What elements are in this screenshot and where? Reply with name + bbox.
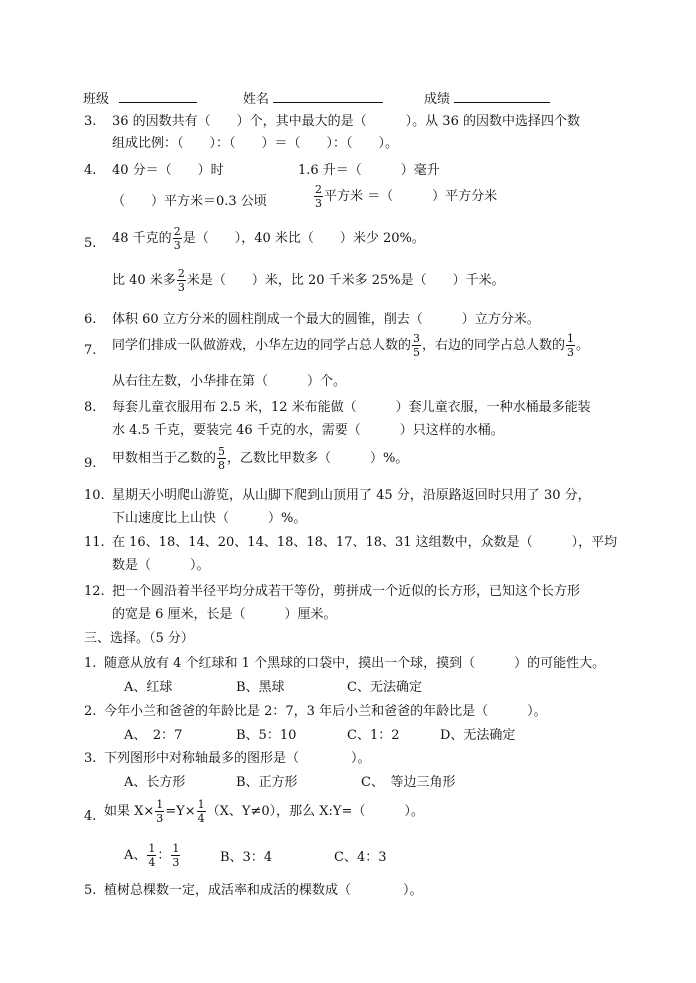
question-11-line-1: 在 16、18、14、20、14、18、18、17、18、31 这组数中，众数是（ ），平均 <box>112 535 618 550</box>
question-5-number: 5. <box>84 236 97 251</box>
question-4-number: 4. <box>84 163 97 178</box>
choice-4-option-c[interactable]: C、4：3 <box>334 850 387 865</box>
choice-1-option-c[interactable]: C、无法确定 <box>347 680 422 695</box>
question-7-line-2: 从右往左数，小华排在第（ ）个。 <box>112 374 347 389</box>
question-7-number: 7. <box>84 343 97 358</box>
score-field <box>424 90 550 106</box>
question-7-line-1-a: 同学们排成一队做游戏，小华左边的同学占总人数的 <box>112 338 412 353</box>
score-blank[interactable] <box>454 90 550 103</box>
question-7-line-1 <box>112 333 589 358</box>
question-5-line-1-a: 48 千克的 <box>112 231 172 246</box>
choice-4-question-b: =Y× <box>165 804 196 819</box>
choice-5-question: 植树总棵数一定，成活率和成活的棵数成（ ）。 <box>104 883 423 898</box>
choice-1-option-a[interactable]: A、红球 <box>124 680 173 695</box>
class-blank[interactable] <box>119 90 197 103</box>
section-3-title: 三、选择。（5 分） <box>84 631 194 646</box>
fraction: $\frac{1}{4}$ <box>197 798 205 825</box>
question-7-line-1-c: 。 <box>576 338 590 353</box>
name-field <box>243 90 383 106</box>
name-blank[interactable] <box>273 90 383 103</box>
question-11-number: 11. <box>84 535 105 550</box>
question-4-part-d <box>313 184 497 209</box>
question-4-part-b: 1.6 升＝（ ）毫升 <box>298 163 440 178</box>
fraction: $\frac{1}{3}$ <box>567 332 575 359</box>
choice-4-number: 4. <box>84 809 97 824</box>
choice-5-number: 5. <box>84 883 97 898</box>
question-9-line-1 <box>112 446 408 471</box>
choice-3-option-a[interactable]: A、长方形 <box>124 775 186 790</box>
choice-4-question-c: （X、Y≠0），那么 X:Y=（ ）。 <box>206 804 424 819</box>
choice-3-option-b[interactable]: B、正方形 <box>236 775 298 790</box>
choice-1-option-b[interactable]: B、黑球 <box>236 680 285 695</box>
fraction: $\frac{1}{3}$ <box>156 798 164 825</box>
question-5-line-2-b: 米是（ ）米，比 20 千米多 25%是（ ）千米。 <box>186 273 505 288</box>
choice-3-question: 下列图形中对称轴最多的图形是（ ）。 <box>104 751 371 766</box>
choice-3-number: 3. <box>84 751 97 766</box>
question-12-number: 12. <box>84 584 105 599</box>
choice-2-option-d[interactable]: D、无法确定 <box>440 728 516 743</box>
question-4-part-d-text: 平方米 ＝（ ）平方分米 <box>324 189 498 204</box>
fraction: $\frac{1}{4}$ <box>148 842 156 869</box>
question-9-line-1-a: 甲数相当于乙数的 <box>112 451 217 466</box>
question-5-line-1 <box>112 226 425 251</box>
choice-2-number: 2. <box>84 704 97 719</box>
choice-2-question: 今年小兰和爸爸的年龄比是 2：7，3 年后小兰和爸爸的年龄比是（ ）。 <box>104 704 547 719</box>
question-10-line-1: 星期天小明爬山游览，从山脚下爬到山顶用了 45 分，沿原路返回时只用了 30 分， <box>112 488 591 503</box>
fraction: $\frac{5}{8}$ <box>218 445 226 472</box>
fraction: $\frac{2}{3}$ <box>173 225 181 252</box>
fraction: $\frac{2}{3}$ <box>177 267 185 294</box>
choice-1-number: 1. <box>84 656 97 671</box>
question-8-line-1: 每套儿童衣服用布 2.5 米，12 米布能做（ ）套儿童衣服，一种水桶最多能装 <box>112 400 591 415</box>
choice-2-option-a[interactable]: A、 2：7 <box>124 728 183 743</box>
question-3-line-2: 组成比例：（ ）：（ ）＝（ ）：（ ）。 <box>112 136 399 151</box>
question-10-number: 10. <box>84 488 105 503</box>
name-label: 姓名 <box>243 92 270 107</box>
question-11-line-2: 数是（ ）。 <box>112 558 210 573</box>
question-12-line-2: 的宽是 6 厘米，长是（ ）厘米。 <box>112 607 337 622</box>
question-4-part-c: （ ）平方米＝0.3 公顷 <box>112 194 267 209</box>
question-4-part-a: 40 分＝（ ）时 <box>112 163 224 178</box>
question-5-line-2-a: 比 40 米多 <box>112 273 176 288</box>
question-6-number: 6. <box>84 312 97 327</box>
question-5-line-2 <box>112 268 505 293</box>
question-12-line-1: 把一个圆沿着半径平均分成若干等份，剪拼成一个近似的长方形，已知这个长方形 <box>112 584 581 599</box>
question-5-line-1-b: 是（ ），40 米比（ ）米少 20%。 <box>182 231 425 246</box>
choice-4-option-a[interactable] <box>124 843 181 868</box>
choice-1-question: 随意从放有 4 个红球和 1 个黑球的口袋中，摸出一个球，摸到（ ）的可能性大。 <box>104 656 606 671</box>
choice-2-option-b[interactable]: B、5：10 <box>236 728 297 743</box>
fraction: $\frac{2}{3}$ <box>315 183 322 210</box>
choice-4-option-b[interactable]: B、3：4 <box>220 850 273 865</box>
choice-4-question-a: 如果 X× <box>104 804 155 819</box>
question-9-number: 9. <box>84 456 97 471</box>
question-10-line-2: 下山速度比上山快（ ）%。 <box>112 511 307 526</box>
fraction: $\frac{3}{5}$ <box>413 332 421 359</box>
question-8-line-2: 水 4.5 千克，要装完 46 千克的水，需要（ ）只这样的水桶。 <box>112 423 504 438</box>
choice-4-question <box>104 799 424 824</box>
question-7-line-1-b: ，右边的同学占总人数的 <box>422 338 566 353</box>
question-3-number: 3. <box>84 114 97 129</box>
choice-4-option-a-label: A、 <box>124 848 147 863</box>
question-3-line-1: 36 的因数共有（ ）个，其中最大的是（ ）。从 36 的因数中选择四个数 <box>112 114 580 129</box>
choice-2-option-c[interactable]: C、1：2 <box>347 728 400 743</box>
choice-3-option-c[interactable]: C、 等边三角形 <box>361 775 456 790</box>
question-8-number: 8. <box>84 400 97 415</box>
question-9-line-1-b: ，乙数比甲数多（ ）%。 <box>227 451 409 466</box>
score-label: 成绩 <box>424 92 451 107</box>
question-6-line-1: 体积 60 立方分米的圆柱削成一个最大的圆锥，削去（ ）立方分米。 <box>112 312 540 327</box>
class-label: 班级 <box>83 92 110 107</box>
header-row <box>83 90 197 106</box>
ratio-separator: ： <box>157 848 171 863</box>
fraction: $\frac{1}{3}$ <box>172 842 180 869</box>
